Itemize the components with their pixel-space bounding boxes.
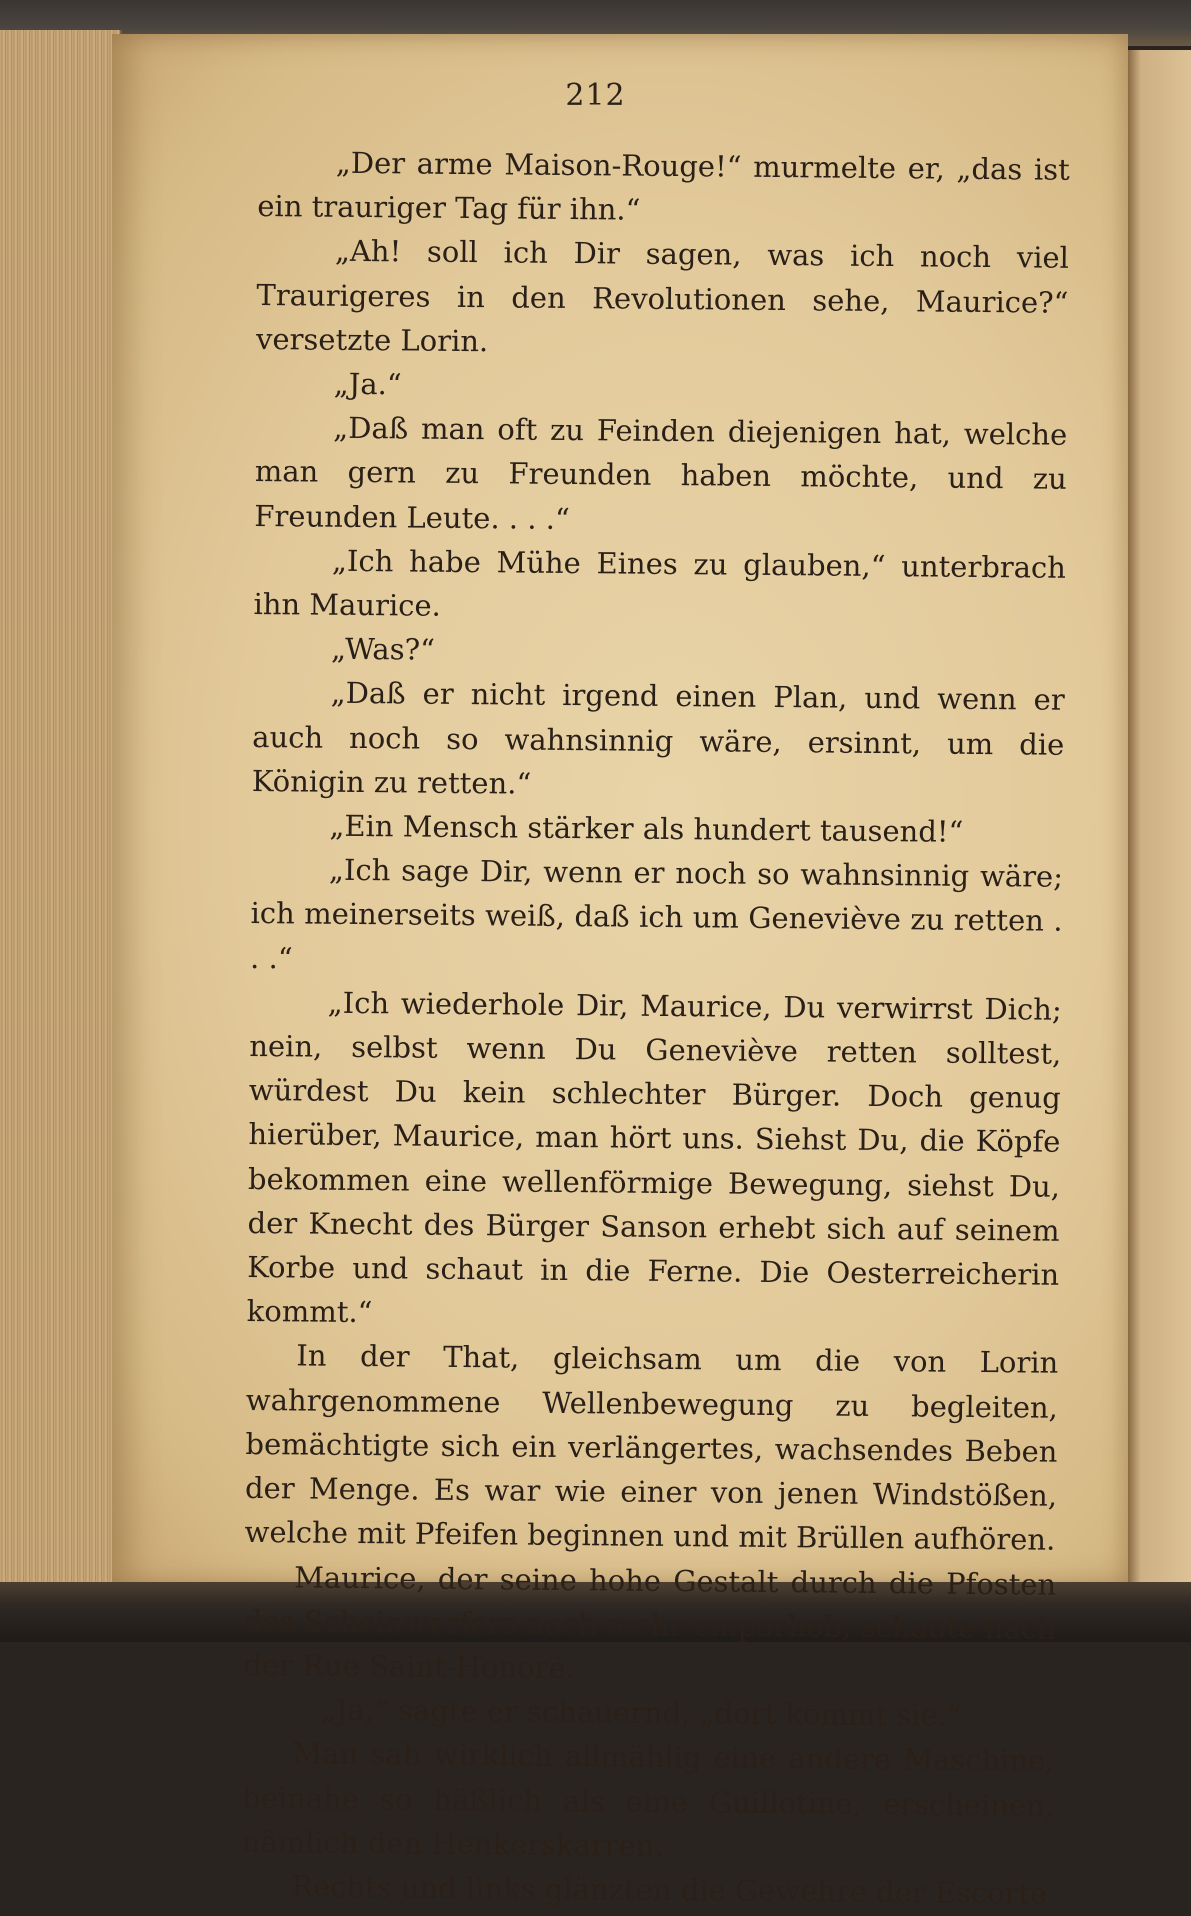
- paragraph: „Daß man oft zu Feinden diejenigen hat, welche man gern zu Freunden haben möchte, und zu Freunden Leute. . . .“: [254, 410, 1068, 536]
- paragraph: Maurice, der seine hohe Gestalt durch die Pfosten des Scheinwerfers noch mehr emporhob, schaute nach der Rue Saint-Honoré.: [243, 1559, 1057, 1686]
- paragraph: „Ich sage Dir, wenn er noch so wahnsinnig wäre; ich meinerseits weiß, daß ich um Geneviève zu retten . . .“: [249, 852, 1064, 976]
- paragraph: „Ich habe Mühe Eines zu glauben,“ unterbrach ihn Maurice.: [253, 543, 1067, 623]
- paragraph: „Ich wiederhole Dir, Maurice, Du verwirrst Dich; nein, selbst wenn Du Geneviève retten solltest, würdest Du kein schlechter Bürger. Doch genug hierüber, Maurice, man hört uns. Siehst Du, die Köpfe bekommen eine wellenförmige Bewegung, siehst Du, der Knecht des Bürger Sanson erhebt sich auf seinem Korbe und schaut in die Ferne. Die Oesterreicherin kommt.“: [246, 985, 1062, 1330]
- paragraph: „Daß er nicht irgend einen Plan, und wenn er auch noch so wahnsinnig wäre, ersinnt, um die Königin zu retten.“: [251, 676, 1065, 801]
- paragraph: „Was?“: [330, 631, 436, 667]
- paragraph: Man sah wirklich allmählig eine andere Maschine, beinahe so häßlich als eine Guillotine, erscheinen, nämlich den Henkerskarren.: [241, 1736, 1055, 1863]
- paragraph: „Ah! soll ich Dir sagen, was ich noch viel Traurigeres in den Revolutionen sehe, Maurice?“ versetzte Lorin.: [255, 234, 1070, 359]
- paragraph: In der That, gleichsam um die von Lorin wahrgenommene Wellenbewegung zu begleiten, bemächtigte sich ein verlängertes, wachsendes Beben der Menge. Es war wie einer von jenen Windstößen, welche mit Pfeifen beginnen und mit Brüllen aufhören.: [244, 1338, 1059, 1558]
- paragraph: „Der arme Maison-Rouge!“ murmelte er, „das ist ein trauriger Tag für ihn.“: [257, 145, 1070, 227]
- paragraph: „Ja,“ sagte er schauernd, „dort kommt sie.“: [320, 1692, 962, 1733]
- page-number: 212: [565, 78, 626, 113]
- page-stack-edge: [0, 30, 122, 1590]
- facing-page-edge: [1128, 50, 1191, 1590]
- paragraph: Rechts und links glänzten die Gewehre der Escorte: [291, 1869, 1048, 1911]
- paragraph: „Ein Mensch stärker als hundert tausend!“: [329, 808, 964, 849]
- page-text: [241, 140, 1070, 1916]
- paragraph: „Ja.“: [333, 366, 402, 402]
